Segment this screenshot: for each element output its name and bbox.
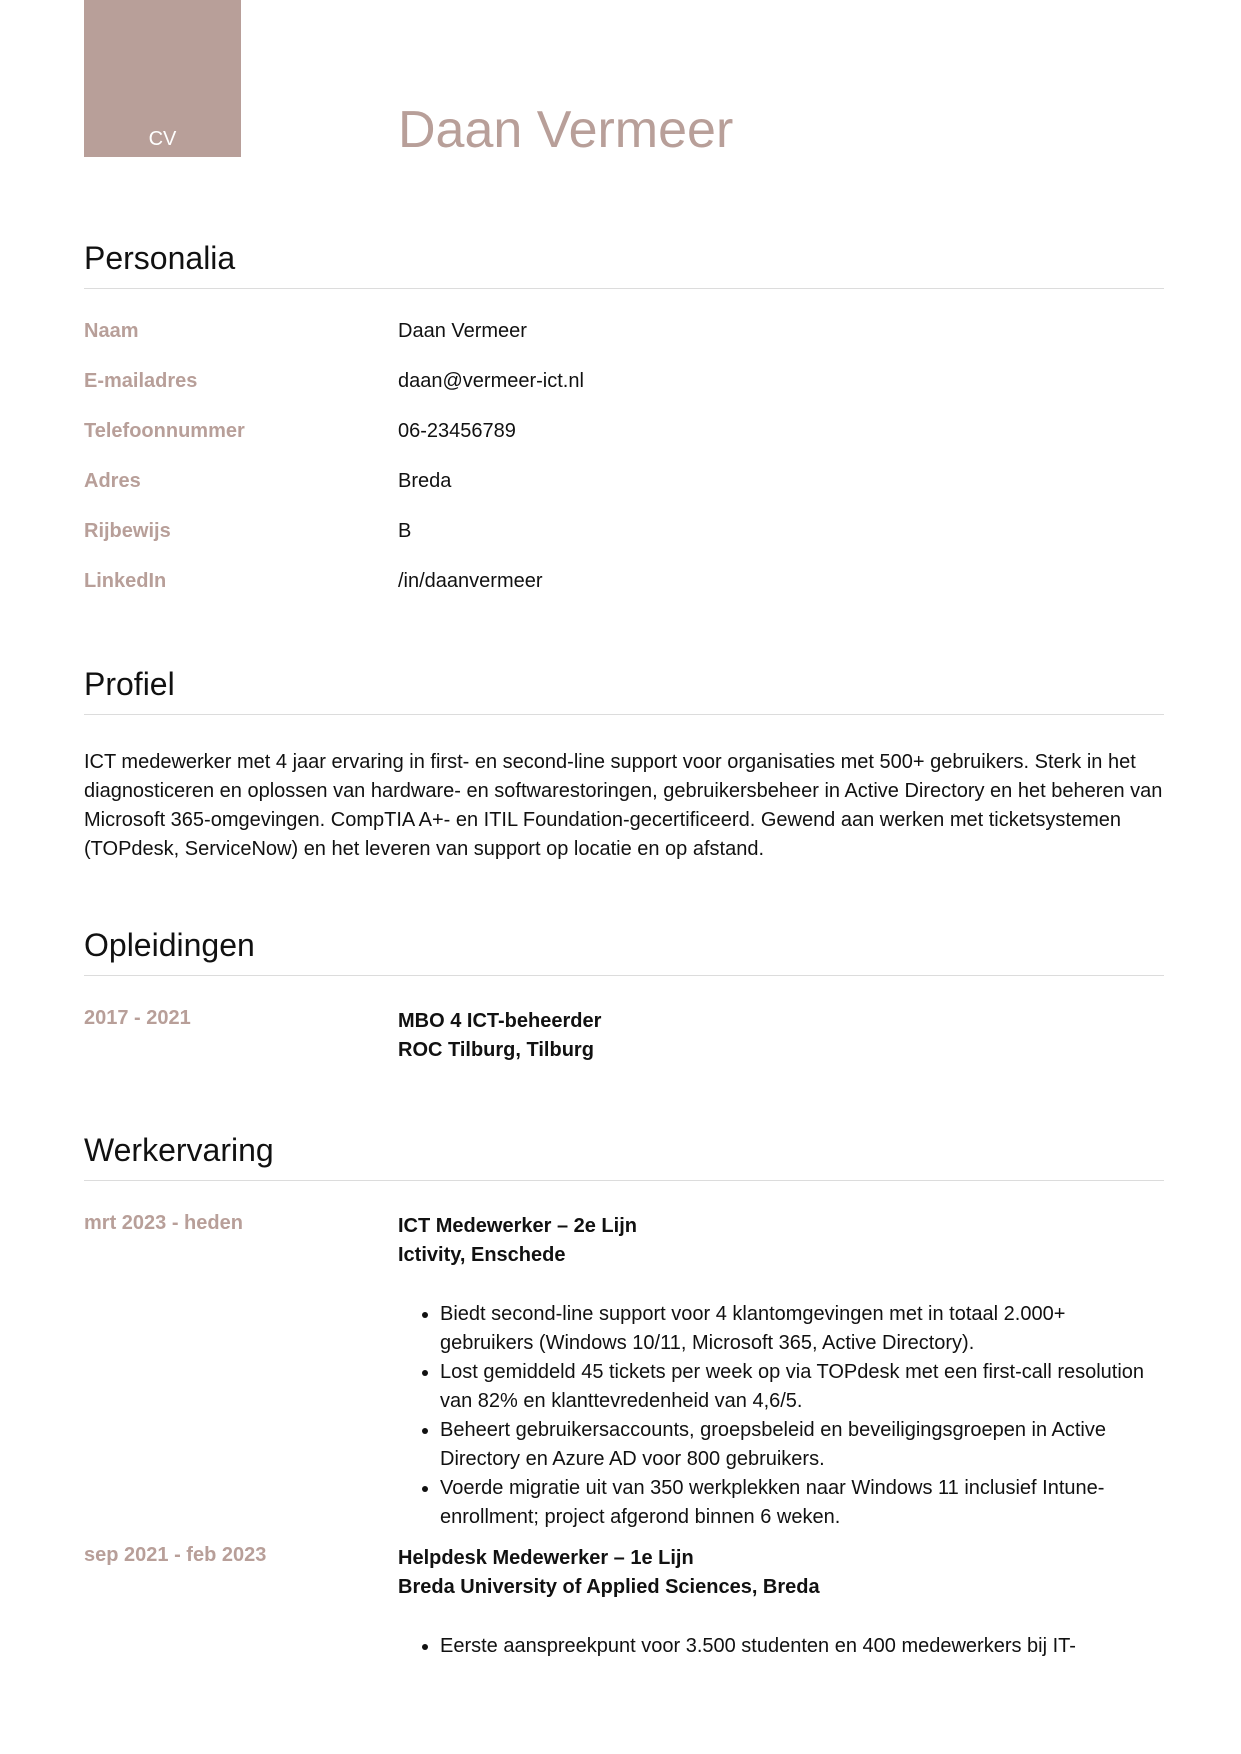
entry-org: Ictivity, Enschede bbox=[398, 1244, 566, 1267]
personalia-row-telefoon bbox=[84, 420, 1164, 470]
entry-title: MBO 4 ICT-beheerder bbox=[398, 1010, 602, 1033]
field-label: E-mailadres bbox=[84, 370, 198, 393]
personalia-row-email bbox=[84, 370, 1164, 420]
entry-org: ROC Tilburg, Tilburg bbox=[398, 1039, 594, 1062]
section-title-personalia: Personalia bbox=[84, 241, 1164, 289]
section-title-werkervaring: Werkervaring bbox=[84, 1133, 1164, 1181]
entry-body bbox=[398, 1007, 1164, 1065]
list-item: • Biedt second-line support voor 4 klantomgevingen met in totaal 2.000+ gebruikers (Windows 10/11, Microsoft 365, Active Directory). bbox=[440, 1300, 1164, 1358]
cv-badge-label: CV bbox=[148, 128, 177, 150]
bullet-list bbox=[398, 1300, 1164, 1532]
entry-period: mrt 2023 - heden bbox=[84, 1212, 243, 1235]
field-label: Naam bbox=[84, 320, 139, 343]
section-werkervaring bbox=[84, 1133, 1164, 1661]
field-label: LinkedIn bbox=[84, 570, 167, 593]
section-title-profiel: Profiel bbox=[84, 667, 1164, 715]
personalia-row-naam bbox=[84, 320, 1164, 370]
field-value: /in/daanvermeer bbox=[398, 570, 543, 593]
field-label: Telefoonnummer bbox=[84, 420, 245, 443]
bullet-list bbox=[398, 1632, 1164, 1661]
field-value: Daan Vermeer bbox=[398, 320, 527, 343]
section-profiel bbox=[84, 667, 1164, 864]
entry-period: 2017 - 2021 bbox=[84, 1007, 191, 1030]
section-opleidingen bbox=[84, 928, 1164, 1065]
list-item: • Voerde migratie uit van 350 werkplekken naar Windows 11 inclusief Intune-enrollment; project afgerond binnen 6 weken. bbox=[440, 1474, 1164, 1532]
list-item: • Eerste aanspreekpunt voor 3.500 studenten en 400 medewerkers bij IT- bbox=[440, 1632, 1164, 1661]
education-entry bbox=[84, 1007, 1164, 1065]
entry-org: Breda University of Applied Sciences, Breda bbox=[398, 1576, 820, 1599]
personalia-row-rijbewijs bbox=[84, 520, 1164, 570]
entry-period: sep 2021 - feb 2023 bbox=[84, 1544, 267, 1567]
field-value: 06-23456789 bbox=[398, 420, 516, 443]
entry-title: ICT Medewerker – 2e Lijn bbox=[398, 1215, 637, 1238]
list-item: • Beheert gebruikersaccounts, groepsbeleid en beveiligingsgroepen in Active Directory en Azure AD voor 800 gebruikers. bbox=[440, 1416, 1164, 1474]
entry-title: Helpdesk Medewerker – 1e Lijn bbox=[398, 1547, 694, 1570]
section-title-opleidingen: Opleidingen bbox=[84, 928, 1164, 976]
entry-body bbox=[398, 1544, 1164, 1661]
entry-body bbox=[398, 1212, 1164, 1532]
profile-text: ICT medewerker met 4 jaar ervaring in first- en second-line support voor organisaties met 500+ gebruikers. Sterk in het diagnosticeren en oplossen van hardware- en softwarestoringen, gebruikersbeheer in Active Directory en het beheren van Microsoft 365-omgevingen. CompTIA A+- en ITIL Foundation-gecertificeerd. Gewend aan werken met ticketsystemen (TOPdesk, ServiceNow) en het leveren van support op locatie en op afstand. bbox=[84, 751, 1163, 861]
field-label: Rijbewijs bbox=[84, 520, 171, 543]
field-value: daan@vermeer-ict.nl bbox=[398, 370, 584, 393]
field-value: B bbox=[398, 520, 412, 543]
personalia-row-adres bbox=[84, 470, 1164, 520]
field-label: Adres bbox=[84, 470, 141, 493]
list-item: • Lost gemiddeld 45 tickets per week op via TOPdesk met een first-call resolution van 82% en klanttevredenheid van 4,6/5. bbox=[440, 1358, 1164, 1416]
cv-badge bbox=[84, 0, 241, 157]
field-value: Breda bbox=[398, 470, 452, 493]
work-entry bbox=[84, 1544, 1164, 1661]
personalia-row-linkedin bbox=[84, 570, 1164, 620]
work-entry bbox=[84, 1212, 1164, 1532]
personalia-list bbox=[84, 320, 1164, 620]
section-personalia bbox=[84, 241, 1164, 620]
page-title: Daan Vermeer bbox=[398, 101, 734, 159]
